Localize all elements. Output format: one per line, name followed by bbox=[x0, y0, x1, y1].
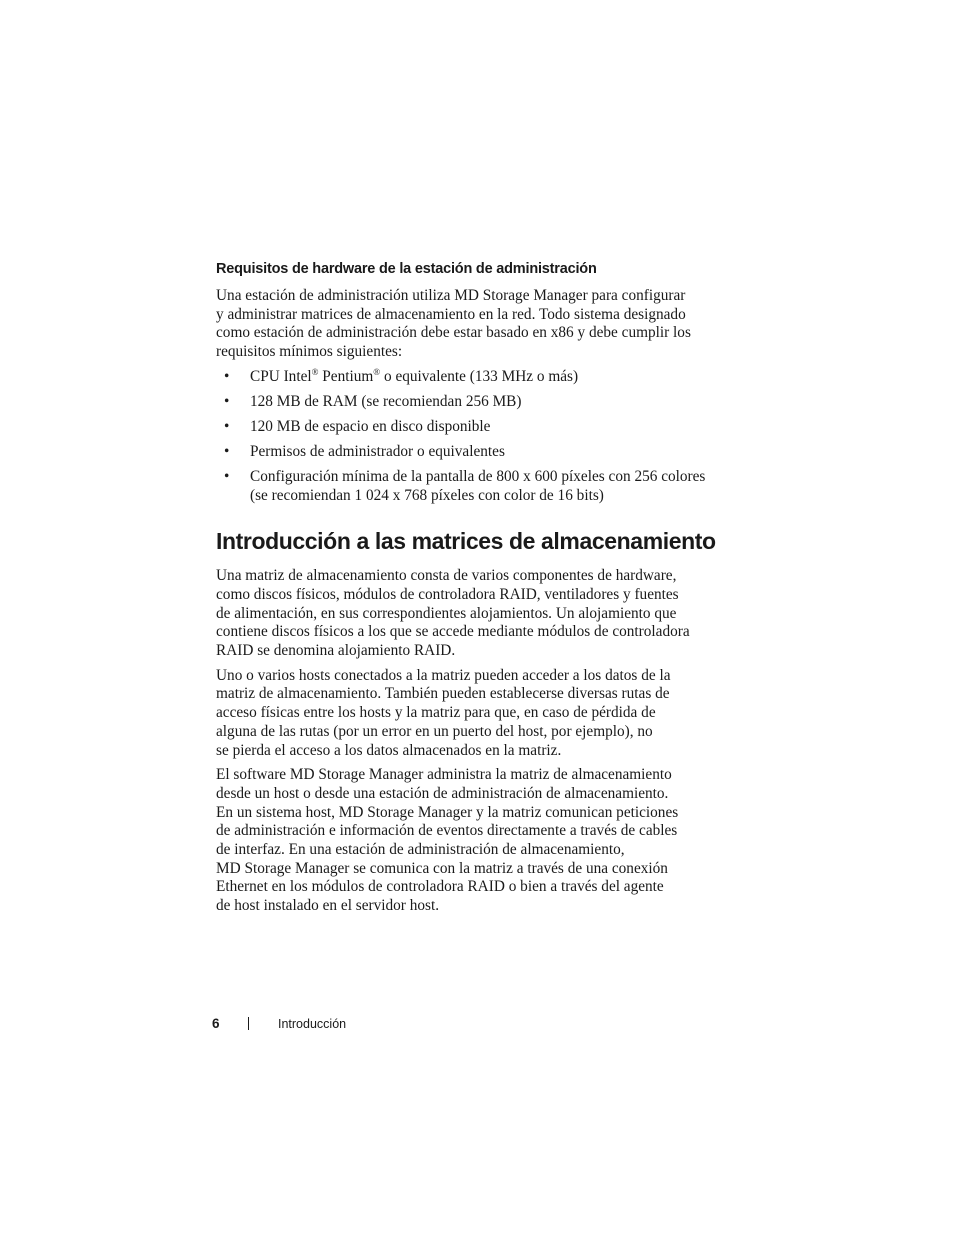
text-line: RAID se denomina alojamiento RAID. bbox=[216, 642, 456, 660]
text-line: Una estación de administración utiliza MD Storage Manager para configurar bbox=[216, 287, 686, 304]
section-subheading: Requisitos de hardware de la estación de administración bbox=[216, 261, 597, 277]
paragraph-components bbox=[216, 567, 716, 661]
bullet-marker: • bbox=[224, 442, 230, 460]
list-item-text: Configuración mínima de la pantalla de 800 x 600 píxeles con 256 colores bbox=[250, 467, 706, 485]
text-line: contiene discos físicos a los que se accede mediante módulos de controladora bbox=[216, 623, 690, 641]
intro-paragraph bbox=[216, 287, 716, 362]
text-line: Una matriz de almacenamiento consta de varios componentes de hardware, bbox=[216, 567, 677, 585]
paragraph-hosts bbox=[216, 667, 716, 761]
text-line: requisitos mínimos siguientes: bbox=[216, 343, 403, 361]
registered-mark: ® bbox=[373, 366, 381, 377]
text-line: como discos físicos, módulos de controladora RAID, ventiladores y fuentes bbox=[216, 585, 679, 603]
list-item-cpu bbox=[216, 368, 716, 387]
cpu-text-part: CPU Intel bbox=[250, 367, 312, 385]
paragraph-software bbox=[216, 766, 716, 916]
text-line: MD Storage Manager se comunica con la matriz a través de una conexión bbox=[216, 859, 668, 877]
text-line: de host instalado en el servidor host. bbox=[216, 897, 440, 915]
bullet-marker: • bbox=[224, 467, 230, 485]
list-item-display bbox=[216, 468, 716, 505]
text-line: de administración e información de eventos directamente a través de cables bbox=[216, 822, 678, 840]
page-content bbox=[216, 259, 716, 922]
text-line: desde un host o desde una estación de administración de almacenamiento. bbox=[216, 784, 669, 802]
requirements-list bbox=[216, 368, 716, 505]
text-line: matriz de almacenamiento. También pueden establecerse diversas rutas de bbox=[216, 685, 670, 703]
text-line: acceso físicas entre los hosts y la matriz para que, en caso de pérdida de bbox=[216, 704, 656, 722]
text-line: de alimentación, en sus correspondientes alojamientos. Un alojamiento que bbox=[216, 604, 677, 622]
bullet-marker: • bbox=[224, 417, 230, 435]
text-line: de interfaz. En una estación de administración de almacenamiento, bbox=[216, 841, 625, 859]
list-item-text: 128 MB de RAM (se recomiendan 256 MB) bbox=[250, 392, 522, 410]
text-line: y administrar matrices de almacenamiento en la red. Todo sistema designado bbox=[216, 305, 686, 323]
text-line: Uno o varios hosts conectados a la matriz pueden acceder a los datos de la bbox=[216, 666, 671, 684]
bullet-marker: • bbox=[224, 392, 230, 410]
bullet-marker: • bbox=[224, 367, 230, 385]
text-line: En un sistema host, MD Storage Manager y la matriz comunican peticiones bbox=[216, 803, 679, 821]
list-item-text: (se recomiendan 1 024 x 768 píxeles con color de 16 bits) bbox=[250, 486, 604, 504]
text-line: El software MD Storage Manager administra la matriz de almacenamiento bbox=[216, 766, 672, 784]
text-line: alguna de las rutas (por un error en un puerto del host, por ejemplo), no bbox=[216, 722, 653, 740]
list-item-text: 120 MB de espacio en disco disponible bbox=[250, 417, 491, 435]
registered-mark: ® bbox=[311, 366, 319, 377]
chapter-heading: Introducción a las matrices de almacenamiento bbox=[216, 528, 716, 555]
list-item-permissions bbox=[216, 443, 716, 462]
page-number: 6 bbox=[212, 1016, 220, 1031]
text-line: como estación de administración debe estar basado en x86 y debe cumplir los bbox=[216, 324, 691, 342]
list-item-disk bbox=[216, 418, 716, 437]
text-line: se pierda el acceso a los datos almacenados en la matriz. bbox=[216, 741, 562, 759]
list-item-text: Permisos de administrador o equivalentes bbox=[250, 442, 505, 460]
cpu-text-part: Pentium bbox=[318, 367, 374, 385]
footer-divider bbox=[248, 1017, 249, 1030]
text-line: Ethernet en los módulos de controladora RAID o bien a través del agente bbox=[216, 878, 664, 896]
cpu-text-part: o equivalente (133 MHz o más) bbox=[380, 367, 579, 385]
list-item-text bbox=[250, 368, 716, 387]
list-item-ram bbox=[216, 393, 716, 412]
footer-section-title: Introducción bbox=[278, 1017, 347, 1031]
